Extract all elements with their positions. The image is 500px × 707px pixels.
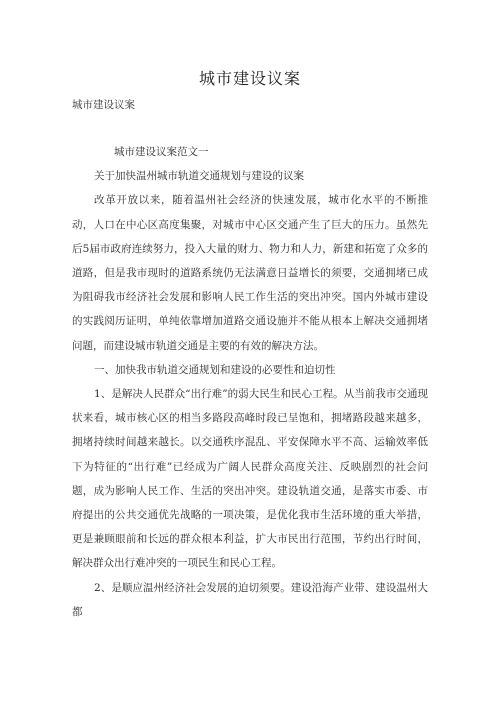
section-heading: 一、加快我市轨道交通规划和建设的必要性和迫切性 — [94, 363, 336, 376]
proposal-title: 关于加快温州城市轨道交通规划与建设的议案 — [94, 170, 305, 183]
document-subtitle: 城市建设议案 — [72, 99, 135, 111]
body-paragraph: 1、是解决人民群众“出行难”的弱大民生和民心工程。从当前我市交通现状来看，城市核心区的相当多路段高峰时段已呈饱和，拥堵路段越来越多，拥堵持续时间越来越长。以交通秩序混乱、平安保障水平不高、运输效率低下为特征的“出行难”已经成为广阔人民群众高度关注、反映剧烈的社会问题，成为影响人民工作、生活的突出冲突。建设轨道交通，是落实市委、市府提出的公共交通优先战略的一项决策，是优化我市生活环境的重大举措，更是兼顾眼前和长远的群众根本利益，扩大市民出行范围，节约出行时间，解决群众出行难冲突的一项民生和民心工程。 — [72, 388, 428, 570]
example-heading: 城市建设议案范文一 — [114, 146, 209, 158]
intro-paragraph: 改革开放以来，随着温州社会经济的快速发展，城市化水平的不断推动，人口在中心区高度集聚，对城市中心区交通产生了巨大的压力。虽然先后5届市政府连续努力，投入大量的财力、物力和人力，新建和拓宽了众多的道路，但是我市现时的道路系统仍无法满意日益增长的须要，交通拥堵已成为阻碍我市经济社会发展和影响人民工作生活的突出冲突。国内外城市建设的实践阅历证明，单纯依靠增加道路交通设施并不能从根本上解决交通拥堵问题，而建设城市轨道交通是主要的有效的解决方法。 — [72, 194, 428, 352]
document-title: 城市建设议案 — [198, 69, 301, 88]
document-body — [72, 140, 428, 624]
body-paragraph: 2、是顺应温州经济社会发展的迫切须要。建设沿海产业带、建设温州大都 — [72, 581, 428, 618]
